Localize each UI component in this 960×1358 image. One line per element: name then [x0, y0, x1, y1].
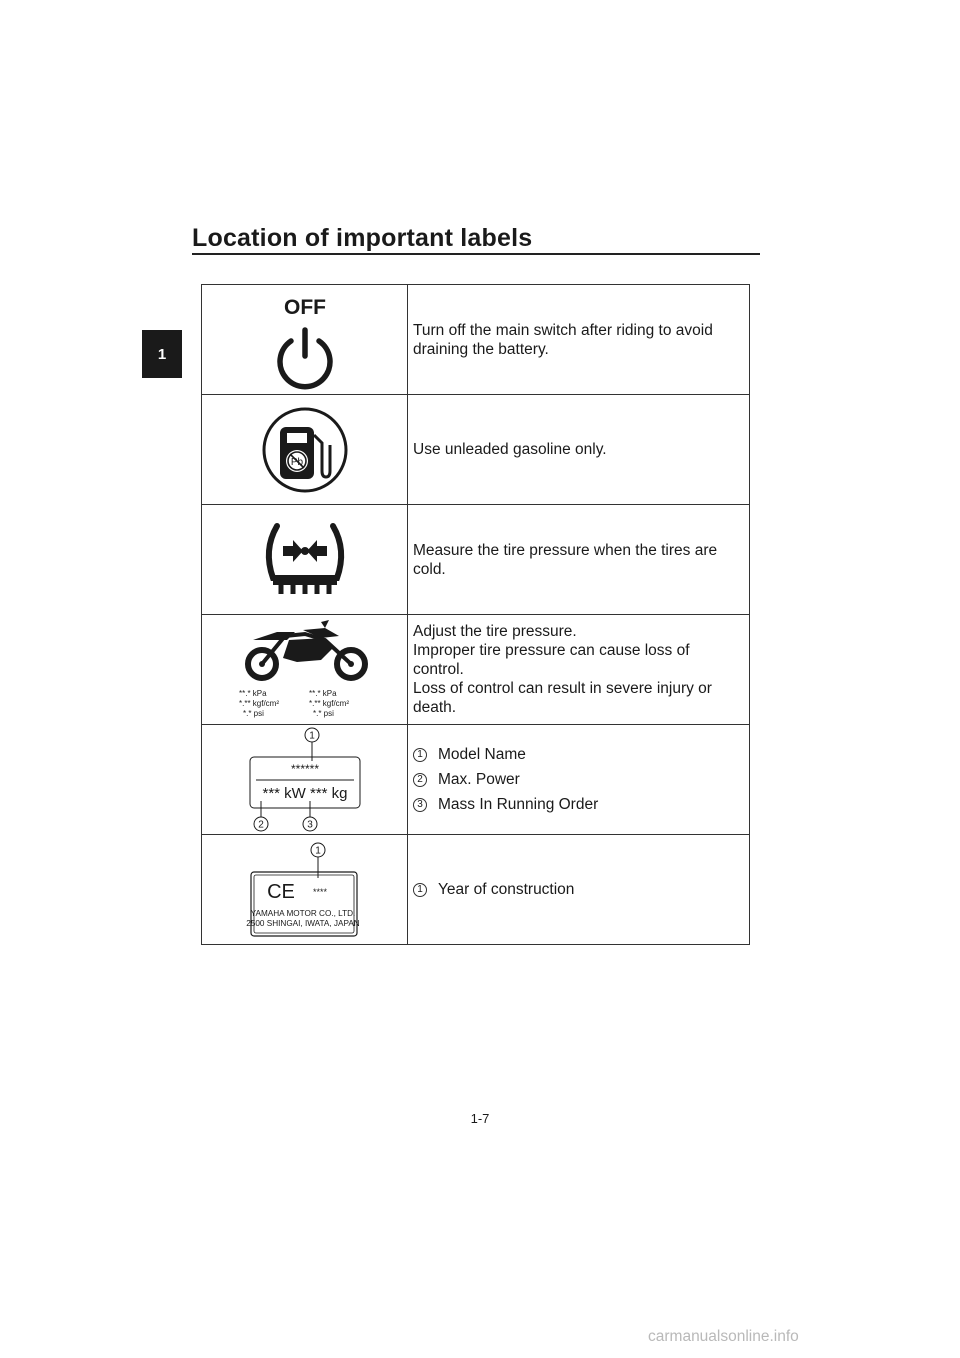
- power-off-icon: [245, 290, 365, 390]
- svg-text:******: ******: [290, 761, 319, 776]
- labels-table: [201, 284, 750, 945]
- svg-text:Pb: Pb: [290, 456, 303, 468]
- callout-label: Year of construction: [438, 881, 575, 898]
- list-item: [413, 795, 735, 814]
- svg-text:*.** kgf/cm²: *.** kgf/cm²: [238, 698, 279, 708]
- motorcycle-tire-pressure-icon: [225, 618, 385, 722]
- callout-label: Mass In Running Order: [438, 796, 599, 813]
- svg-text:*.** kgf/cm²: *.** kgf/cm²: [308, 698, 349, 708]
- list-item: [413, 770, 735, 789]
- ce-plate-icon: [245, 840, 365, 940]
- callout-number: 2: [413, 773, 427, 787]
- callout-list: [413, 745, 735, 814]
- description-line: Adjust the tire pressure.: [413, 623, 577, 640]
- svg-text:CE: CE: [266, 880, 295, 903]
- table-row: [202, 285, 750, 395]
- svg-text:1: 1: [308, 730, 315, 741]
- svg-text:2500 SHINGAI, IWATA, JAPAN: 2500 SHINGAI, IWATA, JAPAN: [245, 918, 360, 928]
- watermark-link[interactable]: carmanualsonline.info: [648, 1328, 799, 1345]
- page-title: Location of important labels: [192, 224, 533, 252]
- svg-text:*** kW *** kg: *** kW *** kg: [261, 784, 348, 802]
- model-plate-icon: [240, 727, 370, 833]
- label-description: Turn off the main switch after riding to avoid draining the battery.: [408, 285, 750, 395]
- icon-cell: [202, 615, 408, 725]
- callout-label: Max. Power: [438, 771, 520, 788]
- svg-text:OFF: OFF: [283, 295, 326, 319]
- list-item: [413, 745, 735, 764]
- callout-label: Model Name: [438, 746, 526, 763]
- label-description: Use unleaded gasoline only.: [408, 395, 750, 505]
- description-line: Loss of control can result in severe injury or death.: [413, 680, 712, 716]
- tire-pressure-icon: [255, 520, 355, 600]
- chapter-tab: 1: [142, 330, 182, 378]
- svg-text:YAMAHA MOTOR CO., LTD.: YAMAHA MOTOR CO., LTD.: [250, 908, 355, 918]
- label-description: [408, 725, 750, 835]
- label-description: Measure the tire pressure when the tires are cold.: [408, 505, 750, 615]
- svg-text:**.* kPa: **.* kPa: [308, 688, 337, 698]
- svg-text:3: 3: [306, 819, 313, 830]
- icon-cell: [202, 725, 408, 835]
- callout-number: 1: [413, 883, 427, 897]
- label-description: [408, 835, 750, 945]
- table-row: [202, 835, 750, 945]
- svg-text:**.* kPa: **.* kPa: [238, 688, 267, 698]
- list-item: [413, 880, 735, 899]
- callout-number: 3: [413, 798, 427, 812]
- unleaded-fuel-icon: [260, 405, 350, 495]
- callout-number: 1: [413, 748, 427, 762]
- svg-text:*.* psi: *.* psi: [242, 708, 264, 718]
- callout-list: [413, 880, 735, 899]
- svg-text:2: 2: [257, 819, 264, 830]
- icon-cell: [202, 505, 408, 615]
- title-rule: [192, 253, 760, 255]
- icon-cell: [202, 395, 408, 505]
- label-description: [408, 615, 750, 725]
- description-line: Improper tire pressure can cause loss of control.: [413, 642, 690, 678]
- table-row: [202, 725, 750, 835]
- table-row: [202, 615, 750, 725]
- table-row: [202, 395, 750, 505]
- table-row: [202, 505, 750, 615]
- svg-text:****: ****: [312, 886, 327, 897]
- svg-text:1: 1: [314, 845, 321, 856]
- icon-cell: [202, 835, 408, 945]
- page-number: 1-7: [470, 1111, 490, 1126]
- svg-text:*.* psi: *.* psi: [312, 708, 334, 718]
- icon-cell: [202, 285, 408, 395]
